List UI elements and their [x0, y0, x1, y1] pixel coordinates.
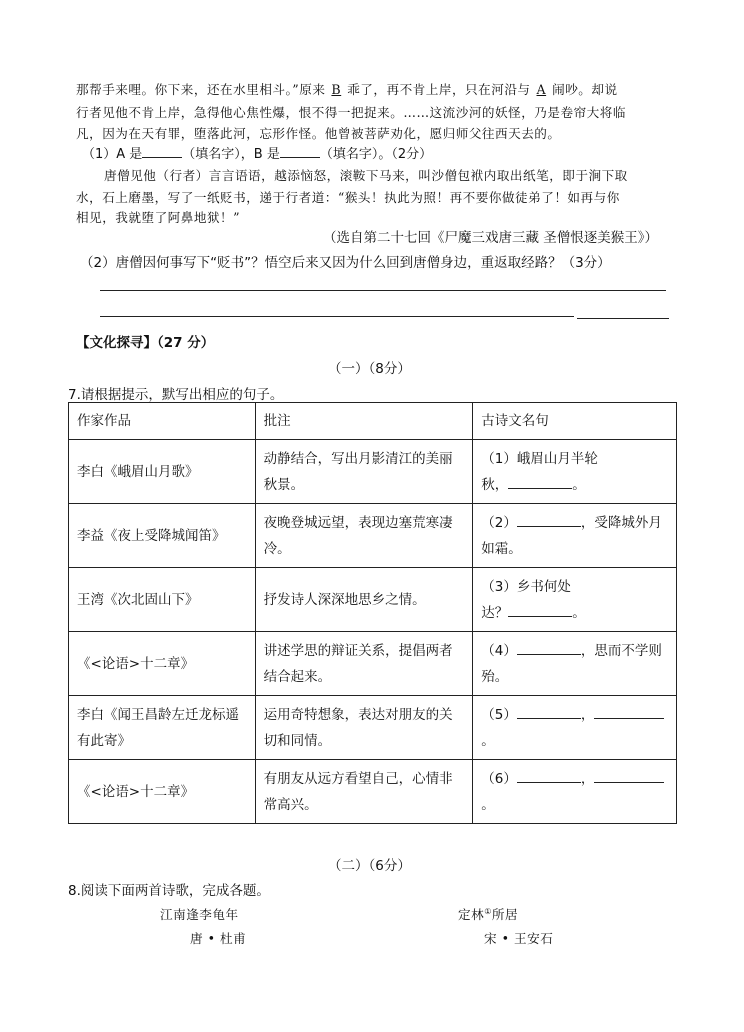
note-line: 讲述学思的辩证关系，提倡两者: [263, 642, 453, 659]
answer-prompt: （3）乡书何处: [481, 578, 571, 595]
poem-1-author: 唐 • 杜甫: [190, 931, 247, 946]
excerpt-line-1: 唐僧见他（行者）言言语语，越添恼怒，滚鞍下马来，叫沙僧包袱内取出纸笔，即于涧下取: [104, 168, 628, 183]
answer-blank[interactable]: [508, 474, 572, 489]
answer-prompt: ，思而不学则: [580, 642, 662, 659]
passage-line-1-start: 那帮手来哩。你下来，还在水里相斗。”原来: [76, 82, 326, 97]
answer-blank[interactable]: [594, 768, 664, 783]
answer-cell: [473, 632, 677, 696]
answer-prompt: ，受降城外月: [580, 514, 662, 531]
answer-blank-a[interactable]: [142, 143, 182, 158]
header-note: 批注: [255, 403, 473, 440]
answer-punct: ，: [580, 770, 595, 787]
excerpt-line-2: 水，石上磨墨，写了一纸贬书，递于行者道：“猴头！执此为照！再不要你做徒弟了！如再与你: [76, 190, 620, 205]
passage-line-3: 凡，因为在天有罪，堕落此河，忘形作怪。他曾被菩萨劝化，愿归师父往西天去的。: [76, 126, 561, 141]
passage-line-2: 行者见他不肯上岸，急得他心焦性爆，恨不得一把捉来。……这流沙河的妖怪，乃是卷帘大将临: [76, 105, 626, 120]
answer-cell: [473, 504, 677, 568]
answer-cell: [473, 440, 677, 504]
answer-prompt: （6）: [481, 770, 517, 787]
note-line: 冷。: [263, 540, 291, 557]
header-quote: 古诗文名句: [473, 403, 677, 440]
answer-punct: 。: [572, 476, 586, 493]
answer-cell: [473, 696, 677, 760]
excerpt-line-3: 相见，我就堕了阿鼻地狱！”: [76, 210, 241, 225]
note-cell: [255, 504, 473, 568]
passage-line-1-end: 闹吵。却说: [552, 82, 618, 97]
poem-table: [68, 402, 677, 824]
answer-prompt: 秋，: [481, 476, 509, 493]
part-1-heading: （一）（8分）: [328, 361, 411, 377]
table-row: [69, 696, 677, 760]
part-2-heading: （二）（6分）: [328, 858, 411, 874]
work-line: 李白《闻王昌龄左迁龙标遥: [77, 706, 239, 723]
note-cell: [255, 440, 473, 504]
passage-line-1: [76, 79, 618, 98]
answer-blank-b[interactable]: [280, 143, 320, 158]
answer-line-1[interactable]: [100, 290, 666, 291]
note-line: 有朋友从远方看望自己，心情非: [263, 770, 453, 787]
table-row: [69, 760, 677, 824]
poem-2-author: 宋 • 王安石: [484, 931, 554, 946]
question-1-suffix: （填名字）。（2分）: [319, 147, 433, 162]
excerpt-source: （选自第二十七回《尸魔三戏唐三藏 圣僧恨逐美猴王》）: [322, 230, 658, 246]
answer-blank[interactable]: [517, 512, 581, 527]
answer-prompt: （4）: [481, 642, 517, 659]
note-line: 常高兴。: [263, 796, 318, 813]
answer-prompt: 达？: [481, 604, 509, 621]
table-row: [69, 440, 677, 504]
passage-line-1-mid: 乖了，再不肯上岸，只在河沿与: [347, 82, 531, 97]
question-1-mid: （填名字），B 是: [182, 147, 280, 162]
note-line: 秋景。: [263, 476, 305, 493]
answer-cell: [473, 568, 677, 632]
culture-section-heading: 【文化探寻】（27 分）: [76, 335, 215, 351]
note-cell: [255, 696, 473, 760]
answer-blank[interactable]: [517, 704, 581, 719]
work-cell: 李益《夜上受降城闻笛》: [69, 504, 256, 568]
work-cell: 《<论语>十二章》: [69, 632, 256, 696]
answer-line-2b[interactable]: [577, 318, 669, 319]
footnote-mark: ①: [484, 906, 492, 916]
note-cell: [255, 760, 473, 824]
answer-blank[interactable]: [517, 640, 581, 655]
answer-punct: 。: [572, 604, 586, 621]
blank-b: B: [331, 82, 342, 97]
poem-2-title-end: 所居: [491, 907, 519, 922]
answer-prompt: （1）峨眉山月半轮: [481, 450, 598, 467]
answer-blank[interactable]: [594, 704, 664, 719]
work-cell: 王湾《次北固山下》: [69, 568, 256, 632]
answer-prompt: （2）: [481, 514, 517, 531]
header-work: 作家作品: [69, 403, 256, 440]
question-7: 7.请根据提示，默写出相应的句子。: [68, 387, 284, 403]
answer-blank[interactable]: [517, 768, 581, 783]
note-line: 切和同情。: [263, 732, 332, 749]
work-cell: [69, 696, 256, 760]
answer-blank[interactable]: [508, 602, 572, 617]
answer-punct: ，: [580, 706, 595, 723]
note-cell: [255, 632, 473, 696]
note-line: 动静结合，写出月影清江的美丽: [263, 450, 453, 467]
note-line: 夜晚登城远望，表现边塞荒寒凄: [263, 514, 453, 531]
answer-prompt: 殆。: [481, 668, 509, 685]
question-2: （2）唐僧因何事写下“贬书”？悟空后来又因为什么回到唐僧身边，重返取经路？（3分）: [80, 255, 611, 271]
table-row: [69, 568, 677, 632]
question-8: 8.阅读下面两首诗歌，完成各题。: [68, 883, 270, 899]
table-row: [69, 632, 677, 696]
poem-2-title: [458, 904, 518, 923]
note-cell: 抒发诗人深深地思乡之情。: [255, 568, 473, 632]
work-cell: 《<论语>十二章》: [69, 760, 256, 824]
note-line: 结合起来。: [263, 668, 332, 685]
answer-punct: 。: [481, 796, 495, 813]
blank-a: A: [536, 82, 547, 97]
answer-cell: [473, 760, 677, 824]
answer-prompt: 如霜。: [481, 540, 522, 557]
table-row: [69, 504, 677, 568]
work-cell: 李白《峨眉山月歌》: [69, 440, 256, 504]
poem-1-title: 江南逢李龟年: [160, 907, 239, 922]
note-line: 运用奇特想象，表达对朋友的关: [263, 706, 453, 723]
question-1: [82, 143, 432, 162]
work-line: 有此寄》: [77, 732, 131, 749]
answer-line-2a[interactable]: [100, 316, 574, 317]
poem-2-title-start: 定林: [458, 907, 485, 922]
answer-prompt: （5）: [481, 706, 517, 723]
question-1-prefix: （1）A 是: [82, 147, 143, 162]
answer-punct: 。: [481, 732, 495, 749]
